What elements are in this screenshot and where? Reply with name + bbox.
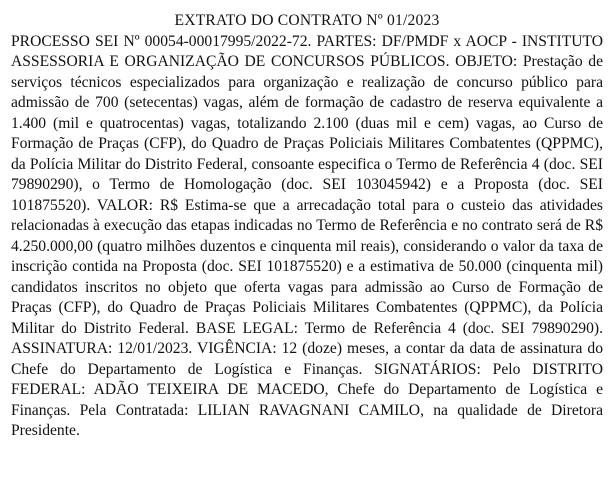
- document-body: PROCESSO SEI Nº 00054-00017995/2022-72. PARTES: DF/PMDF x AOCP - INSTITUTO ASSESSORIA E ORGANIZAÇÃO DE CONCURSOS PÚBLICOS. OBJETO: Prestação de serviços técnicos especializados para organização e realização de concurso público para admissão de 700 (setecentas) vagas, além de formação de cadastro de reserva equivalente a 1.400 (mil e quatrocentas) vagas, totalizando 2.100 (duas mil e cem) vagas, ao Curso de Formação de Praças (CFP), do Quadro de Praças Policiais Militares Combatentes (QPPMC), da Polícia Militar do Distrito Federal, consoante especifica o Termo de Referência 4 (doc. SEI 79890290), o Termo de Homologação (doc. SEI 103045942) e a Proposta (doc. SEI 101875520). VALOR: R$ Estima-se que a arrecadação total para o custeio das atividades relacionadas à execução das etapas indicadas no Termo de Referência e no contrato será de R$ 4.250.000,00 (quatro milhões duzentos e cinquenta mil reais), considerando o valor da taxa de inscrição contida na Proposta (doc. SEI 101875520) e a estimativa de 50.000 (cinquenta mil) candidatos inscritos no objeto que oferta vagas para admissão ao Curso de Formação de Praças (CFP), do Quadro de Praças Policiais Militares Combatentes (QPPMC), da Polícia Militar do Distrito Federal. BASE LEGAL: Termo de Referência 4 (doc. SEI 79890290). ASSINATURA: 12/01/2023. VIGÊNCIA: 12 (doze) meses, a contar da data de assinatura do Chefe do Departamento de Logística e Finanças. SIGNATÁRIOS: Pelo DISTRITO FEDERAL: ADÃO TEIXEIRA DE MACEDO, Chefe do Departamento de Logística e Finanças. Pela Contratada: LILIAN RAVAGNANI CAMILO, na qualidade de Diretora Presidente.: [11, 32, 603, 439]
- document-title: EXTRATO DO CONTRATO Nº 01/2023: [174, 12, 440, 29]
